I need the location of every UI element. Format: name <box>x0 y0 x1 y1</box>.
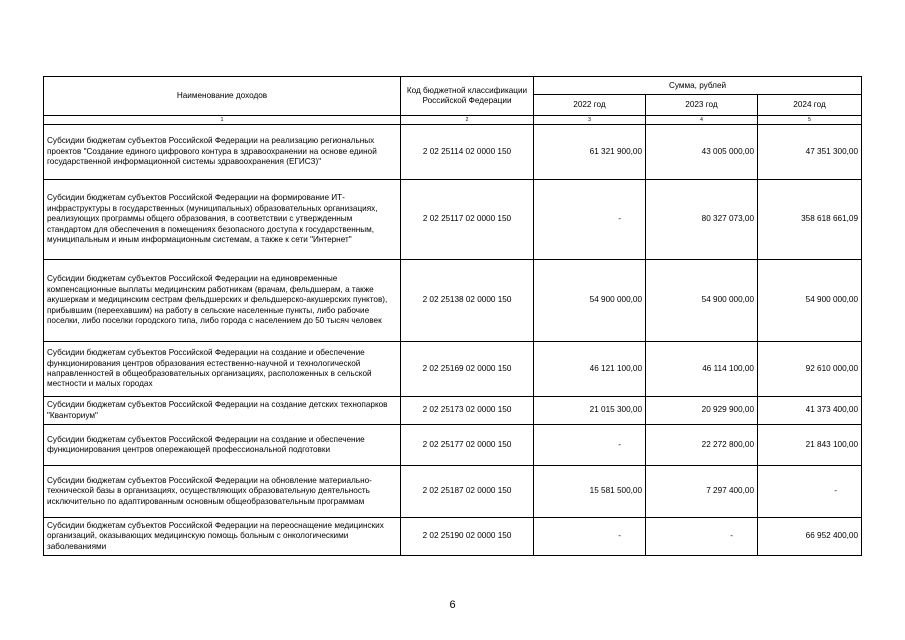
amount-2022: - <box>534 518 646 556</box>
amount-2022: 54 900 000,00 <box>534 260 646 342</box>
revenue-name: Субсидии бюджетам субъектов Российской Федерации на формирование ИТ-инфраструктуры в государственных (муниципальных) образовательных организациях, реализующих программы общего образования, в соответствии с утвержденным стандартом для обеспечения в помещениях безопасного доступа к государственным, муниципальным и иным информационным системам, а также к сети "Интернет" <box>44 180 401 260</box>
header-sum: Сумма, рублей <box>534 77 862 95</box>
amount-2023: 46 114 100,00 <box>646 342 758 397</box>
amount-2022: 21 015 300,00 <box>534 397 646 425</box>
column-numbers-row <box>44 116 862 125</box>
amount-2024: 92 610 000,00 <box>758 342 862 397</box>
amount-2024: 47 351 300,00 <box>758 125 862 180</box>
revenue-name: Субсидии бюджетам субъектов Российской Федерации на создание и обеспечение функционирования центров образования естественно-научной и технологической направленностей в общеобразовательных организациях, расположенных в сельской местности и малых городах <box>44 342 401 397</box>
amount-2024: 21 843 100,00 <box>758 425 862 466</box>
revenue-table <box>43 76 862 556</box>
table-row <box>44 260 862 342</box>
col-number: 5 <box>758 116 862 125</box>
amount-2022: - <box>534 180 646 260</box>
table-row <box>44 397 862 425</box>
amount-2022: 46 121 100,00 <box>534 342 646 397</box>
amount-2024: - <box>758 466 862 518</box>
col-number: 2 <box>401 116 534 125</box>
col-number: 1 <box>44 116 401 125</box>
amount-2023: - <box>646 518 758 556</box>
amount-2023: 20 929 900,00 <box>646 397 758 425</box>
amount-2024: 358 618 661,09 <box>758 180 862 260</box>
revenue-name: Субсидии бюджетам субъектов Российской Федерации на создание и обеспечение функционирования центров опережающей профессиональной подготовки <box>44 425 401 466</box>
page-number: 6 <box>449 599 456 611</box>
header-code: Код бюджетной классификации Российской Федерации <box>401 77 534 116</box>
revenue-name: Субсидии бюджетам субъектов Российской Федерации на реализацию региональных проектов "Создание единого цифрового контура в здравоохранении на основе единой государственной информационной системы здравоохранения (ЕГИСЗ)" <box>44 125 401 180</box>
budget-code: 2 02 25173 02 0000 150 <box>401 397 534 425</box>
amount-2024: 54 900 000,00 <box>758 260 862 342</box>
table-row <box>44 342 862 397</box>
budget-code: 2 02 25190 02 0000 150 <box>401 518 534 556</box>
table-row <box>44 466 862 518</box>
header-year-2024: 2024 год <box>758 95 862 116</box>
header-row <box>44 77 862 95</box>
header-year-2022: 2022 год <box>534 95 646 116</box>
col-number: 4 <box>646 116 758 125</box>
budget-code: 2 02 25177 02 0000 150 <box>401 425 534 466</box>
budget-code: 2 02 25187 02 0000 150 <box>401 466 534 518</box>
header-name: Наименование доходов <box>44 77 401 116</box>
table-row <box>44 180 862 260</box>
col-number: 3 <box>534 116 646 125</box>
amount-2023: 54 900 000,00 <box>646 260 758 342</box>
revenue-name: Субсидии бюджетам субъектов Российской Федерации на создание детских технопарков "Кванториум" <box>44 397 401 425</box>
amount-2023: 7 297 400,00 <box>646 466 758 518</box>
header-year-2023: 2023 год <box>646 95 758 116</box>
amount-2022: 15 581 500,00 <box>534 466 646 518</box>
amount-2022: - <box>534 425 646 466</box>
amount-2023: 80 327 073,00 <box>646 180 758 260</box>
revenue-name: Субсидии бюджетам субъектов Российской Федерации на единовременные компенсационные выплаты медицинским работникам (врачам, фельдшерам, а также акушеркам и медицинским сестрам фельдшерских и фельдшерско-акушерских пунктов), прибывшим (переехавшим) на работу в сельские населенные пункты, либо рабочие поселки, либо поселки городского типа, либо города с населением до 50 тысяч человек <box>44 260 401 342</box>
budget-code: 2 02 25138 02 0000 150 <box>401 260 534 342</box>
amount-2023: 22 272 800,00 <box>646 425 758 466</box>
budget-code: 2 02 25117 02 0000 150 <box>401 180 534 260</box>
amount-2022: 61 321 900,00 <box>534 125 646 180</box>
table-row <box>44 125 862 180</box>
budget-code: 2 02 25169 02 0000 150 <box>401 342 534 397</box>
amount-2024: 66 952 400,00 <box>758 518 862 556</box>
table-row <box>44 518 862 556</box>
amount-2024: 41 373 400,00 <box>758 397 862 425</box>
table-row <box>44 425 862 466</box>
budget-code: 2 02 25114 02 0000 150 <box>401 125 534 180</box>
revenue-name: Субсидии бюджетам субъектов Российской Федерации на переоснащение медицинских организаций, оказывающих медицинскую помощь больным с онкологическими заболеваниями <box>44 518 401 556</box>
revenue-name: Субсидии бюджетам субъектов Российской Федерации на обновление материально-технической базы в организациях, осуществляющих образовательную деятельность исключительно по адаптированным основным общеобразовательным программам <box>44 466 401 518</box>
amount-2023: 43 005 000,00 <box>646 125 758 180</box>
